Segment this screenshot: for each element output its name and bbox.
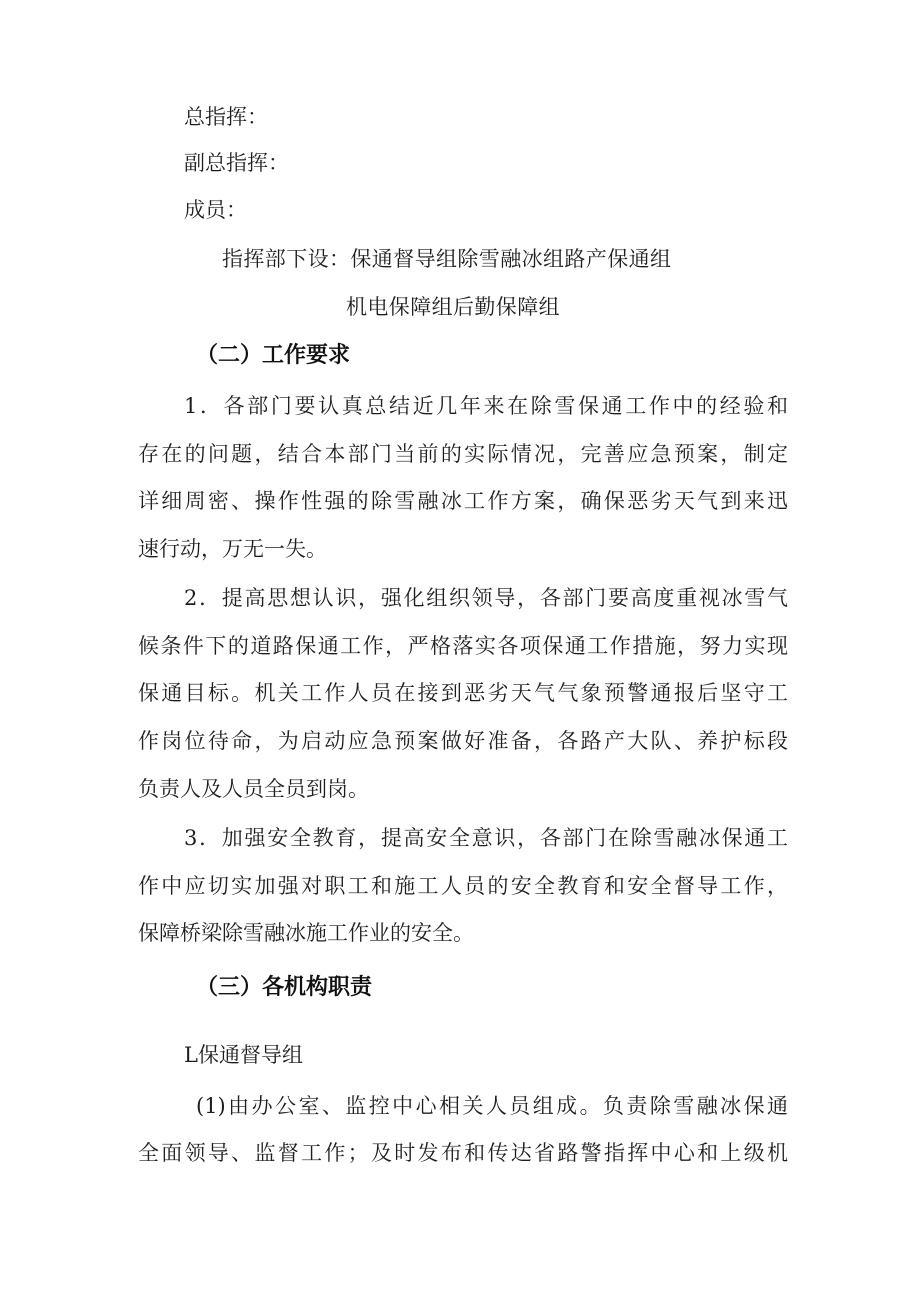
members-label: 成员：: [184, 198, 247, 222]
item-1-line-2: 存在的问题，结合本部门当前的实际情况，完善应急预案，制定: [138, 442, 788, 466]
item-2-line-3: 保通目标。机关工作人员在接到恶劣天气气象预警通报后坚守工: [138, 681, 788, 705]
item-1-line-3: 详细周密、操作性强的除雪融冰工作方案，确保恶劣天气到来迅: [138, 489, 788, 513]
deputy-commander-label: 副总指挥：: [184, 151, 289, 175]
item-3-line-3: 保障桥梁除雪融冰施工作业的安全。: [138, 921, 474, 945]
subgroups-line-1: 指挥部下设：保通督导组除雪融冰组路产保通组: [222, 247, 672, 271]
item-2-line-5: 负责人及人员全员到岗。: [138, 777, 369, 801]
subgroups-line-2: 机电保障组后勤保障组: [346, 295, 560, 319]
group-para-line-2: 全面领导、监督工作；及时发布和传达省路警指挥中心和上级机: [138, 1141, 788, 1165]
group-para-line-1: (1)由办公室、监控中心相关人员组成。负责除雪融冰保通: [196, 1094, 788, 1118]
item-3-line-2: 作中应切实加强对职工和施工人员的安全教育和安全督导工作，: [138, 874, 788, 898]
item-3-line-1: 3．加强安全教育，提高安全意识，各部门在除雪融冰保通工: [184, 826, 788, 850]
item-1-line-1: 1．各部门要认真总结近几年来在除雪保通工作中的经验和: [184, 394, 788, 418]
section-2-heading: （二）工作要求: [196, 343, 351, 368]
item-2-line-4: 作岗位待命，为启动应急预案做好准备，各路产大队、养护标段: [138, 729, 788, 753]
commander-label: 总指挥：: [184, 105, 268, 129]
section-3-heading: （三）各机构职责: [196, 975, 373, 1000]
item-2-line-2: 候条件下的道路保通工作，严格落实各项保通工作措施，努力实现: [138, 634, 788, 658]
group-title: L保通督导组: [184, 1043, 303, 1067]
item-2-line-1: 2．提高思想认识，强化组织领导，各部门要高度重视冰雪气: [184, 586, 788, 610]
item-1-line-4: 速行动，万无一失。: [138, 537, 327, 561]
